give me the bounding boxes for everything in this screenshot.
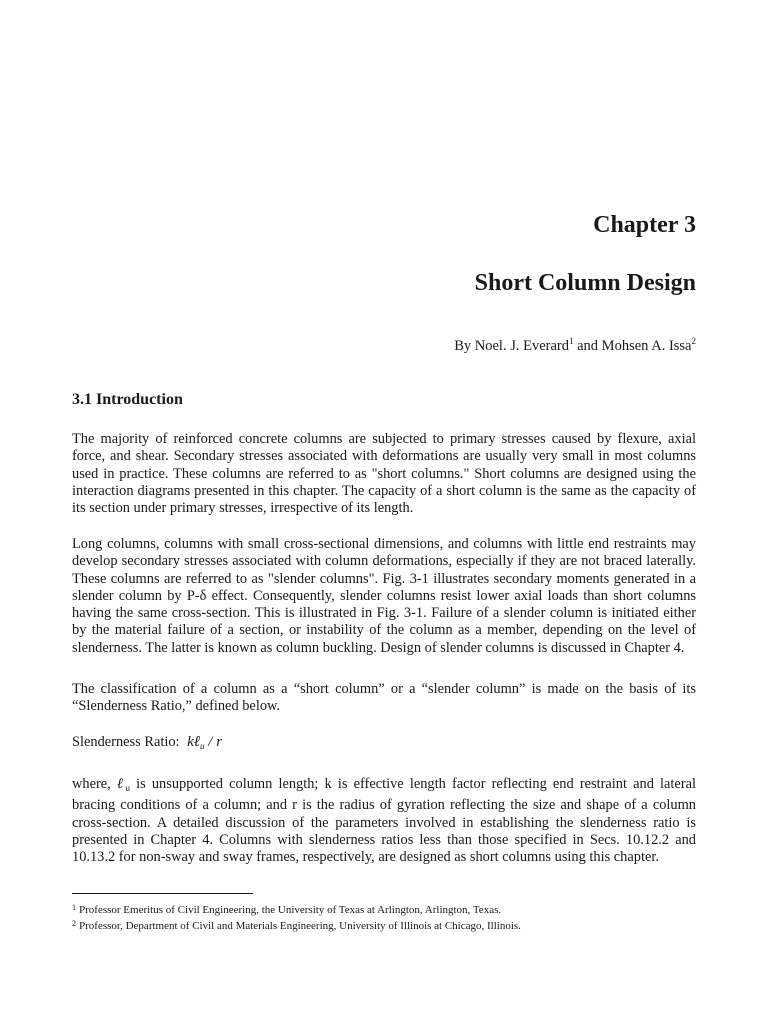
author-2-footnote-mark: 2: [691, 336, 696, 346]
footnote-1-mark: 1: [72, 903, 76, 912]
footnote-2-mark: 2: [72, 919, 76, 928]
slenderness-ratio-label: Slenderness Ratio:: [72, 734, 180, 750]
author-2-name: and Mohsen A. Issa: [573, 337, 692, 354]
paragraph-short-columns: The majority of reinforced concrete columns are subjected to primary stresses caused by flexure, axial force, and shear. Secondary stresses associated with deformations are usually very small in most columns used in practice. These columns are referred to as "short columns." Short columns are designed using the interaction diagrams presented in this chapter. The capacity of a short column is the same as the capacity of its section under primary stresses, irrespective of its length.: [72, 431, 696, 517]
footnote-1-text: Professor Emeritus of Civil Engineering, the University of Texas at Arlington, Arlington, Texas.: [79, 904, 502, 916]
unsupported-length-symbol: ℓ$_u$: [116, 776, 130, 793]
chapter-title: Short Column Design: [474, 270, 696, 296]
section-heading: 3.1 Introduction: [72, 391, 183, 408]
slenderness-ratio-line: [72, 734, 222, 751]
footnote-2-text: Professor, Department of Civil and Materials Engineering, University of Illinois at Chicago, Illinois.: [79, 920, 521, 932]
chapter-number: Chapter 3: [593, 212, 696, 238]
author-1-name: By Noel. J. Everard: [454, 337, 569, 354]
author-1-footnote-mark: 1: [568, 336, 574, 346]
byline: [454, 336, 696, 355]
where-prefix: where,: [72, 776, 111, 792]
definitions-text: is unsupported column length; k is effective length factor reflecting end restraint and lateral bracing conditions of a column; and r is the radius of gyration reflecting the size and shape of a column cross-section. A detailed discussion of the parameters involved in establishing the slenderness ratio is presented in Chapter 4. Columns with slenderness ratios less than those specified in Secs. 10.12.2 and 10.13.2 for non-sway and sway frames, respectively, are designed as short columns using this chapter.: [72, 776, 696, 866]
footnote-divider: [72, 893, 253, 894]
paragraph-classification: The classification of a column as a “short column” or a “slender column” is made on the basis of its “Slenderness Ratio,” defined below.: [72, 681, 696, 715]
footnote-2: [72, 917, 521, 933]
paragraph-slender-columns: Long columns, columns with small cross-sectional dimensions, and columns with little end restraints may develop secondary stresses associated with column deformations, especially if they are not braced laterally. These columns are referred to as "slender columns". Fig. 3-1 illustrates secondary moments generated in a slender column by P-δ effect. Consequently, slender columns resist lower axial loads than short columns having the same cross-section. This is illustrated in Fig. 3-1. Failure of a slender column is initiated either by the material failure of a section, or instability of the column as a member, depending on the level of slenderness. The latter is known as column buckling. Design of slender columns is discussed in Chapter 4.: [72, 536, 696, 656]
slenderness-ratio-formula: kℓ$_u$ / r: [187, 734, 223, 751]
paragraph-definitions: [72, 776, 696, 866]
footnote-1: [72, 901, 501, 917]
